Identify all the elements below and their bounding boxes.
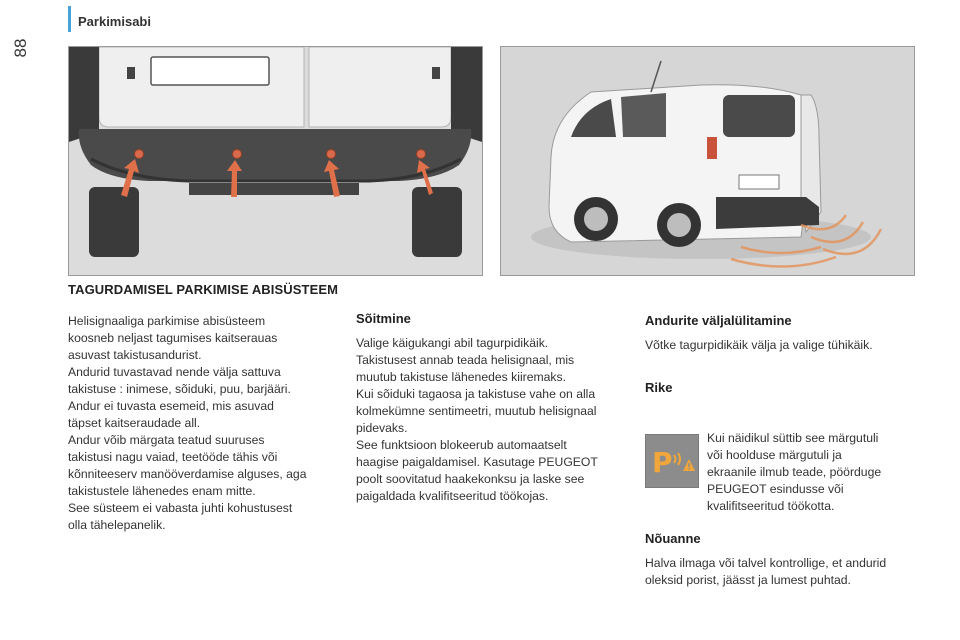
- fault-block: [645, 404, 925, 513]
- deactivation-title: Andurite väljalülitamine: [645, 313, 792, 328]
- svg-text:P: P: [652, 446, 673, 479]
- text-line: pidevaks.: [356, 421, 408, 435]
- driving-section: [356, 310, 632, 505]
- text-line: See funktsioon blokeerub automaatselt: [356, 438, 567, 452]
- text-line: ekraanile ilmub teade, pöörduge: [707, 465, 882, 479]
- text-line: haagise paigaldamisel. Kasutage PEUGEOT: [356, 455, 598, 469]
- advice-title: Nõuanne: [645, 531, 701, 546]
- text-line: Andur ei tuvasta esemeid, mis asuvad: [68, 399, 274, 413]
- fault-title: Rike: [645, 380, 673, 395]
- text-line: asuvast takistusandurist.: [68, 348, 202, 362]
- text-line: Valige käigukangi abil tagurpidikäik.: [356, 336, 549, 350]
- driving-title: Sõitmine: [356, 311, 411, 326]
- text-line: kõnniteeserv manööverdamise alguses, aga: [68, 467, 307, 481]
- section-header: Parkimisabi: [78, 14, 151, 29]
- text-line: Helisignaaliga parkimise abisüsteem: [68, 314, 266, 328]
- parking-sensor-fault-icon: [645, 434, 699, 488]
- rear-bumper-illustration: [68, 46, 483, 276]
- text-line: PEUGEOT esindusse või: [707, 482, 844, 496]
- text-line: muutub takistuse lähenedes kiiremaks.: [356, 370, 567, 384]
- text-line: kvalifitseeritud töökotta.: [707, 499, 835, 513]
- page-number: 88: [11, 38, 30, 58]
- text-line: oleksid porist, jäässt ja lumest puhtad.: [645, 573, 851, 587]
- text-line: Andur võib märgata teatud suuruses: [68, 433, 265, 447]
- header-accent-bar: [68, 6, 71, 32]
- text-line: takistusi nagu vaiad, teetööde tähis või: [68, 450, 278, 464]
- van-sensor-waves-illustration: [500, 46, 915, 276]
- text-line: poolt soovitatud haakekonksu ja laske see: [356, 472, 585, 486]
- right-column: [645, 312, 925, 589]
- text-line: paigaldada kvalifitseeritud töökojas.: [356, 489, 549, 503]
- text-line: takistuse : inimese, sõiduki, puu, barjääri.: [68, 382, 291, 396]
- text-line: kolmekümne sentimeetri, muutub helisignaal: [356, 404, 597, 418]
- text-line: Andurid tuvastavad nende välja sattuva: [68, 365, 281, 379]
- text-line: See süsteem ei vabasta juhti kohustusest: [68, 501, 293, 515]
- text-line: koosneb neljast tagumises kaitserauas: [68, 331, 278, 345]
- text-line: olla tähelepanelik.: [68, 518, 166, 532]
- text-line: Halva ilmaga või talvel kontrollige, et andurid: [645, 556, 887, 570]
- intro-text: [68, 313, 344, 534]
- text-line: Kui näidikul süttib see märgutuli: [707, 431, 879, 445]
- section-title: TAGURDAMISEL PARKIMISE ABISÜSTEEM: [68, 282, 339, 297]
- deactivation-text: Võtke tagurpidikäik välja ja valige tühikäik.: [645, 338, 873, 352]
- text-line: takistustele lähenedes enam mitte.: [68, 484, 256, 498]
- text-line: täpset kaitseraudade all.: [68, 416, 201, 430]
- text-line: või hoolduse märgutuli ja: [707, 448, 842, 462]
- fault-text: [707, 430, 922, 515]
- text-line: Takistusest annab teada helisignaal, mis: [356, 353, 575, 367]
- text-line: Kui sõiduki tagaosa ja takistuse vahe on alla: [356, 387, 596, 401]
